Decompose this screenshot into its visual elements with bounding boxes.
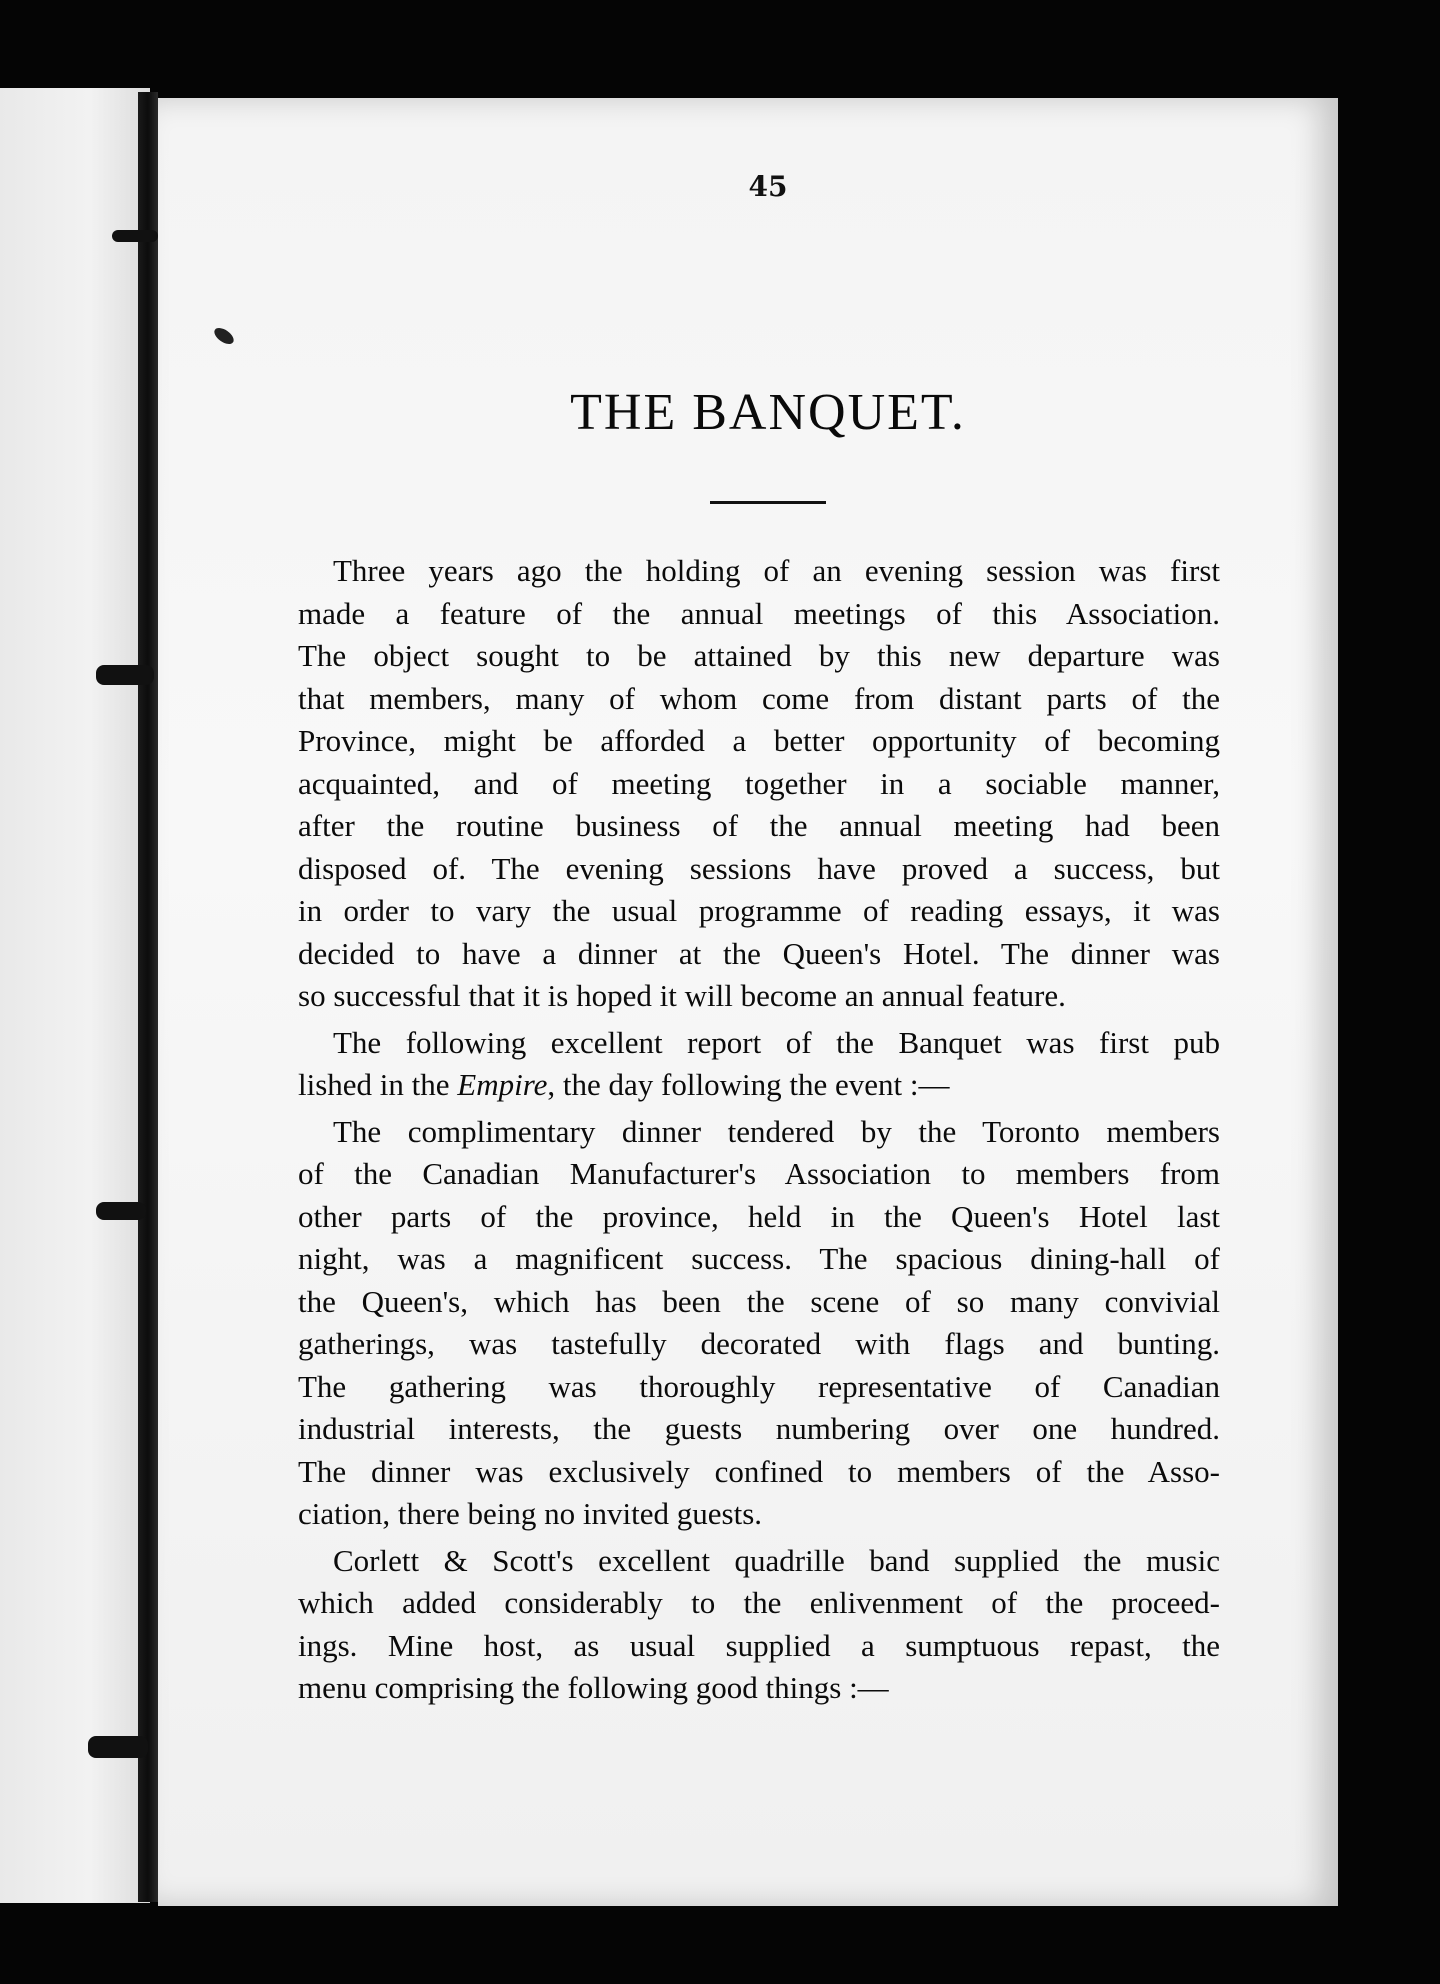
binding-stitch — [88, 1736, 148, 1758]
text-line: The dinner was exclusively confined to members of the Asso- — [298, 1453, 1220, 1489]
text-line: of the Canadian Manufacturer's Association to members from — [298, 1156, 1220, 1191]
text-line: ings. Mine host, as usual supplied a sumptuous repast, the — [298, 1627, 1220, 1663]
text-line: gatherings, was tastefully decorated with flags and bunting. — [298, 1326, 1220, 1361]
newspaper-title: Empire — [457, 1067, 548, 1102]
body-text — [298, 550, 1220, 1710]
ink-speck — [212, 325, 237, 347]
text-fragment: , the day following the event :— — [547, 1067, 950, 1102]
text-line: Corlett & Scott's excellent quadrille band supplied the music — [333, 1542, 1220, 1578]
text-line — [298, 1064, 1220, 1107]
text-line: other parts of the province, held in the Queen's Hotel last — [298, 1198, 1220, 1234]
binding-stitch — [96, 665, 154, 685]
text-line: industrial interests, the guests numbering over one hundred. — [298, 1411, 1220, 1446]
text-line: The gathering was thoroughly representative of Canadian — [298, 1368, 1220, 1404]
text-line: Province, might be afforded a better opportunity of becoming — [298, 723, 1220, 758]
text-line: Three years ago the holding of an evening session was first — [333, 553, 1220, 588]
text-line: made a feature of the annual meetings of this Association. — [298, 595, 1220, 631]
page-title: THE BANQUET. — [570, 384, 966, 441]
paragraph-music — [298, 1540, 1220, 1710]
text-line: The following excellent report of the Banquet was first pub — [333, 1024, 1220, 1060]
text-line: ciation, there being no invited guests. — [298, 1496, 763, 1531]
text-line: in order to vary the usual programme of reading essays, it was — [298, 893, 1220, 928]
paragraph-report-source — [298, 1022, 1220, 1107]
paragraph-dinner-report — [298, 1111, 1220, 1536]
paragraph-intro — [298, 550, 1220, 1018]
text-line: The complimentary dinner tendered by the Toronto members — [333, 1113, 1220, 1149]
text-line: that members, many of whom come from distant parts of the — [298, 680, 1220, 716]
title-rule — [710, 501, 826, 504]
text-line: disposed of. The evening sessions have proved a success, but — [298, 850, 1220, 886]
text-line: acquainted, and of meeting together in a sociable manner, — [298, 765, 1220, 801]
page-number: 45 — [748, 170, 788, 203]
text-line: The object sought to be attained by this new departure was — [298, 638, 1220, 673]
text-line: the Queen's, which has been the scene of so many convivial — [298, 1283, 1220, 1319]
text-line: night, was a magnificent success. The spacious dining-hall of — [298, 1241, 1220, 1276]
text-line: decided to have a dinner at the Queen's Hotel. The dinner was — [298, 935, 1220, 971]
text-line: so successful that it is hoped it will become an annual feature. — [298, 978, 1066, 1013]
text-fragment: lished in the — [298, 1067, 458, 1102]
previous-page-edge — [0, 88, 150, 1903]
binding-stitch — [96, 1202, 146, 1220]
text-line: menu comprising the following good things :— — [298, 1670, 889, 1705]
text-line: after the routine business of the annual meeting had been — [298, 808, 1220, 843]
binding-stitch — [112, 230, 158, 242]
book-spine — [138, 92, 158, 1902]
text-line: which added considerably to the enlivenment of the proceed- — [298, 1585, 1220, 1620]
